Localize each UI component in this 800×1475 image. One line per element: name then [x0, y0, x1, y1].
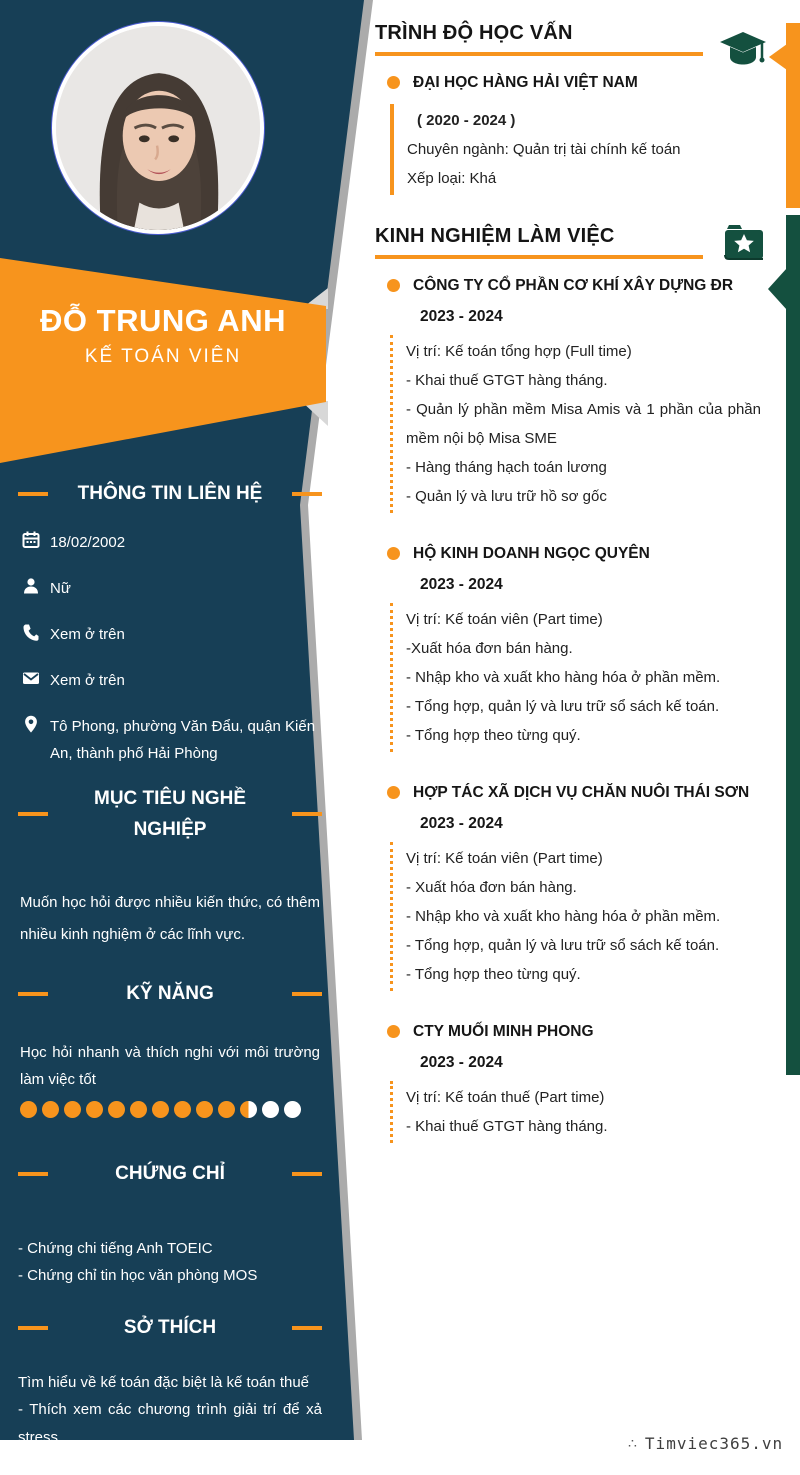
company-name: CÔNG TY CỔ PHẦN CƠ KHÍ XÂY DỰNG ĐR	[413, 277, 734, 294]
email-icon	[22, 669, 40, 687]
job-company-row	[375, 543, 775, 565]
job-detail: Vị trí: Kế toán viên (Part time)	[406, 850, 603, 867]
heading-dash-right	[292, 812, 322, 816]
contact-address: Tô Phong, phường Văn Đẩu, quận Kiến An, thành phố Hải Phòng	[50, 718, 316, 762]
education-detail: Xếp loại: Khá	[407, 170, 497, 187]
footer-brand-text: Timviec365.vn	[644, 1434, 784, 1453]
graduation-cap-icon	[718, 30, 768, 70]
company-name: HỢP TÁC XÃ DỊCH VỤ CHĂN NUÔI THÁI SƠN	[413, 784, 750, 801]
heading-dash-left	[18, 992, 48, 996]
contact-row-email	[22, 667, 340, 694]
objective-heading: MỤC TIÊU NGHỀ NGHIỆP	[94, 788, 246, 840]
contact-list	[0, 529, 340, 767]
person-icon	[22, 577, 40, 595]
skill-dot	[240, 1101, 257, 1118]
job-detail: - Quản lý và lưu trữ hồ sơ gốc	[406, 488, 607, 505]
job-detail: - Xuất hóa đơn bán hàng.	[406, 879, 577, 896]
section-certificates	[0, 1158, 340, 1289]
hobbies-heading-row	[0, 1312, 340, 1343]
heading-dash-left	[18, 812, 48, 816]
job-detail: -Xuất hóa đơn bán hàng.	[406, 640, 573, 657]
skill-dot	[42, 1101, 59, 1118]
job-years: 2023 - 2024	[420, 308, 503, 325]
education-edge-bar	[786, 23, 800, 208]
education-heading: TRÌNH ĐỘ HỌC VẤN	[375, 22, 573, 44]
contact-row-gender	[22, 575, 340, 602]
job-entry	[375, 543, 775, 752]
objective-heading-row	[0, 783, 340, 845]
job-detail: - Nhập kho và xuất kho hàng hóa ở phần mềm.	[406, 669, 721, 686]
folder-star-icon	[722, 221, 768, 263]
heading-dash-right	[292, 1326, 322, 1330]
person-name: ĐỖ TRUNG ANH	[40, 303, 286, 338]
skills-heading-row	[0, 978, 340, 1009]
section-contact	[0, 478, 340, 786]
contact-heading-row	[0, 478, 340, 509]
job-entry	[375, 782, 775, 991]
contact-birthday: 18/02/2002	[50, 534, 126, 551]
contact-row-phone	[22, 621, 340, 648]
hobby-item: - Thích xem các chương trình giải trí để xả stress	[18, 1401, 322, 1446]
section-experience	[375, 223, 775, 1143]
timviec-logo-icon: ∴	[628, 1435, 637, 1451]
experience-edge-bar	[786, 215, 800, 1075]
skill-dot	[86, 1101, 103, 1118]
skill-dot	[152, 1101, 169, 1118]
education-underline	[375, 52, 703, 56]
job-detail: - Hàng tháng hạch toán lương	[406, 459, 607, 476]
section-education	[375, 20, 775, 195]
section-hobbies	[0, 1312, 340, 1452]
heading-dash-right	[292, 1172, 322, 1176]
hobby-item: Tìm hiểu về kế toán đặc biệt là kế toán thuế	[18, 1374, 310, 1391]
spacer	[375, 752, 775, 766]
heading-dash-right	[292, 992, 322, 996]
experience-heading: KINH NGHIỆM LÀM VIỆC	[375, 225, 615, 247]
bullet-icon	[387, 279, 400, 292]
skill-dot	[20, 1101, 37, 1118]
job-company-row	[375, 275, 775, 297]
job-detail: Vị trí: Kế toán viên (Part time)	[406, 611, 603, 628]
experience-edge-arrow	[768, 268, 787, 310]
calendar-icon	[22, 531, 40, 549]
portrait-illustration	[56, 26, 262, 232]
certificates-heading: CHỨNG CHỈ	[115, 1163, 225, 1184]
contact-heading: THÔNG TIN LIÊN HỆ	[77, 483, 263, 504]
job-detail: - Tổng hợp, quản lý và lưu trữ sổ sách kế toán.	[406, 937, 720, 954]
job-company-row	[375, 782, 775, 804]
certificates-list	[0, 1235, 340, 1289]
contact-email: Xem ở trên	[50, 672, 125, 689]
spacer	[375, 513, 775, 527]
profile-photo	[52, 22, 264, 234]
job-detail: - Quản lý phần mềm Misa Amis và 1 phần của phần mềm nội bộ Misa SME	[406, 401, 761, 447]
certificate-item: - Chứng chi tiếng Anh TOEIC	[18, 1240, 213, 1257]
skills-text: Học hỏi nhanh và thích nghi với môi trường làm việc tốt	[20, 1044, 320, 1088]
bullet-icon	[387, 1025, 400, 1038]
person-job-title: KẾ TOÁN VIÊN	[84, 346, 242, 367]
experience-underline	[375, 255, 703, 259]
job-details	[390, 842, 775, 991]
education-details	[390, 104, 775, 195]
skill-dot	[262, 1101, 279, 1118]
spacer	[375, 991, 775, 1005]
job-details	[390, 603, 775, 752]
skill-dot	[130, 1101, 147, 1118]
job-details	[390, 335, 775, 513]
contact-phone: Xem ở trên	[50, 626, 125, 643]
skill-dot	[218, 1101, 235, 1118]
job-years: 2023 - 2024	[420, 576, 503, 593]
job-detail: Vị trí: Kế toán tổng hợp (Full time)	[406, 343, 632, 360]
job-entry	[375, 1021, 775, 1143]
job-detail: Vị trí: Kế toán thuế (Part time)	[406, 1089, 605, 1106]
bullet-icon	[387, 786, 400, 799]
location-icon	[22, 715, 40, 733]
heading-dash-left	[18, 1172, 48, 1176]
contact-gender: Nữ	[50, 580, 71, 597]
job-detail: - Khai thuế GTGT hàng tháng.	[406, 1118, 608, 1135]
hobbies-heading: SỞ THÍCH	[123, 1317, 217, 1338]
job-detail: - Tổng hợp theo từng quý.	[406, 966, 581, 983]
certificates-heading-row	[0, 1158, 340, 1189]
education-years: ( 2020 - 2024 )	[417, 112, 516, 129]
heading-dash-right	[292, 492, 322, 496]
education-detail: Chuyên ngành: Quản trị tài chính kế toán	[407, 141, 681, 158]
company-name: HỘ KINH DOANH NGỌC QUYÊN	[413, 545, 650, 562]
objective-text: Muốn học hỏi được nhiều kiến thức, có thêm nhiều kinh nghiệm ở các lĩnh vực.	[20, 894, 320, 943]
skill-dot	[64, 1101, 81, 1118]
hobbies-list	[0, 1369, 340, 1452]
job-detail: - Tổng hợp theo từng quý.	[406, 727, 581, 744]
education-edge-arrow	[769, 44, 787, 70]
skill-dot	[284, 1101, 301, 1118]
job-detail: - Khai thuế GTGT hàng tháng.	[406, 372, 608, 389]
job-details	[390, 1081, 775, 1143]
school-name: ĐẠI HỌC HÀNG HẢI VIỆT NAM	[413, 74, 638, 91]
section-skills	[0, 978, 340, 1118]
job-detail: - Nhập kho và xuất kho hàng hóa ở phần mềm.	[406, 908, 721, 925]
skill-dot	[108, 1101, 125, 1118]
job-company-row	[375, 1021, 775, 1043]
job-years: 2023 - 2024	[420, 815, 503, 832]
heading-dash-left	[18, 1326, 48, 1330]
section-objective	[0, 783, 340, 951]
phone-icon	[22, 623, 40, 641]
contact-row-birthday	[22, 529, 340, 556]
job-entry	[375, 275, 775, 513]
job-detail: - Tổng hợp, quản lý và lưu trữ sổ sách kế toán.	[406, 698, 720, 715]
skill-dots	[0, 1093, 340, 1118]
skills-heading: KỸ NĂNG	[126, 983, 214, 1004]
certificate-item: - Chứng chỉ tin học văn phòng MOS	[18, 1267, 258, 1284]
name-banner	[0, 303, 326, 369]
skill-dot	[196, 1101, 213, 1118]
company-name: CTY MUỐI MINH PHONG	[413, 1023, 594, 1040]
main-column	[375, 20, 775, 1143]
bullet-icon	[387, 76, 400, 89]
education-entry	[375, 72, 775, 94]
footer-brand	[628, 1434, 783, 1453]
bullet-icon	[387, 547, 400, 560]
skill-dot	[174, 1101, 191, 1118]
contact-row-address	[22, 713, 340, 767]
heading-dash-left	[18, 492, 48, 496]
job-years: 2023 - 2024	[420, 1054, 503, 1071]
